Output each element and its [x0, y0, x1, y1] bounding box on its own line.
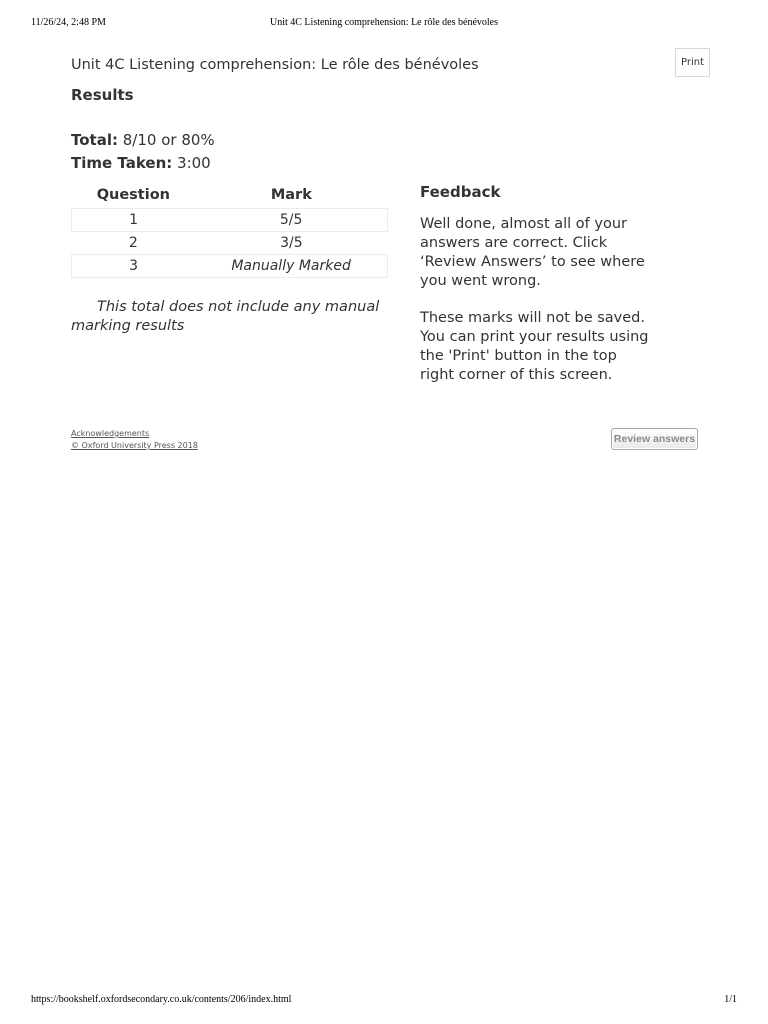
review-answers-button[interactable]: Review answers — [611, 428, 698, 450]
table-row — [72, 232, 388, 255]
time-taken — [71, 154, 211, 172]
question-mark: 3/5 — [280, 235, 303, 251]
copyright-link[interactable]: © Oxford University Press 2018 — [71, 441, 198, 450]
column-header-question: Question — [96, 187, 170, 203]
table-row — [72, 255, 388, 278]
save-notice: These marks will not be saved. You can print your results using the 'Print' button in the top right corner of this screen. — [420, 310, 649, 383]
results-table — [71, 182, 388, 278]
time-label: Time Taken: — [71, 154, 173, 172]
question-mark: 5/5 — [195, 209, 387, 232]
print-button[interactable]: Print — [675, 48, 710, 77]
question-number: 1 — [72, 209, 196, 232]
page-number: 1/1 — [724, 994, 737, 1005]
question-mark: Manually Marked — [195, 255, 387, 278]
print-url: https://bookshelf.oxfordsecondary.co.uk/contents/206/index.html — [31, 994, 292, 1005]
table-header-row — [72, 182, 388, 209]
print-datetime: 11/26/24, 2:48 PM — [31, 17, 106, 28]
manual-marking-note: This total does not include any manual marking results — [71, 299, 380, 334]
quiz-title: Unit 4C Listening comprehension: Le rôle des bénévoles — [71, 57, 479, 73]
total-label: Total: — [71, 131, 118, 149]
time-value: 3:00 — [177, 154, 211, 172]
feedback-message: Well done, almost all of your answers are correct. Click ‘Review Answers’ to see where you went wrong. — [420, 216, 645, 289]
table-row — [72, 209, 388, 232]
column-header-mark: Mark — [270, 187, 312, 203]
print-footer — [31, 994, 737, 1008]
feedback-heading: Feedback — [420, 183, 501, 201]
question-number: 3 — [72, 255, 196, 278]
results-heading: Results — [71, 86, 134, 104]
question-number: 2 — [128, 235, 138, 251]
acknowledgements-link[interactable]: Acknowledgements — [71, 429, 150, 438]
total-value: 8/10 or 80% — [122, 131, 215, 149]
total-score — [71, 131, 215, 149]
print-document-title: Unit 4C Listening comprehension: Le rôle des bénévoles — [269, 17, 498, 28]
print-header — [31, 17, 737, 31]
